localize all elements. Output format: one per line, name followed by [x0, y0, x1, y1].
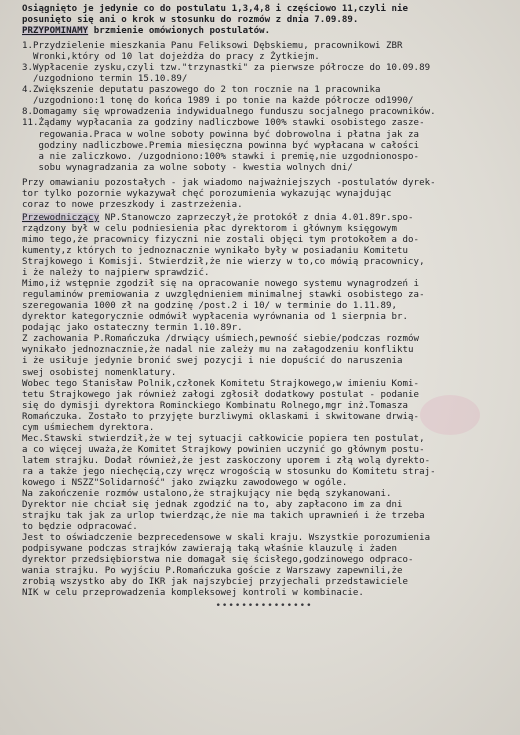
body-line: wania strajku. Po wyjściu P.Romańczuka goście z Warszawy zapewnili,że	[22, 566, 403, 577]
paper-stain	[420, 395, 480, 435]
body-line-first-rest: NP.Stanowczo zaprzeczył,że protokół z dnia 4.01.89r.spo-	[99, 212, 414, 223]
body-line: coraz to nowe przeszkody i zastrzeżenia.	[22, 199, 243, 210]
postulates-list	[22, 41, 506, 174]
paragraph-director-stance	[22, 178, 506, 211]
body-line: i że należy to najpierw sprawdzić.	[22, 268, 210, 279]
body-line: mimo tego,że pracownicy fizyczni nie zostali objęci tym protokołem a do-	[22, 234, 420, 245]
body-line: NIK w celu przeprowadzenia kompleksowej kontroli w kombinacie.	[22, 588, 364, 599]
heading-block	[22, 4, 506, 37]
body-line: to będzie odpracować.	[22, 522, 138, 533]
body-line-first	[22, 213, 506, 224]
postulate-line: 4.Zwiększenie deputatu paszowego do 2 ton rocznie na 1 pracownika	[22, 85, 381, 96]
body-line: latem strajku. Dodał również,że jest zaskoczony uporem i złą wolą dyrekto-	[22, 455, 431, 466]
body-line: podpisywane podczas strajków zawierają taką właśnie klauzulę i żaden	[22, 544, 398, 555]
body-line: i że usiłuje jedynie bronić swej pozycji i nie dopuścić do naruszenia	[22, 356, 403, 367]
postulate-line: godziny nadliczbowe.Premia miesięczna powinna być wypłacana w całości	[22, 140, 420, 151]
body-line: regulaminów premiowania z uwzględnieniem minimalnej stawki osobistego za-	[22, 290, 425, 301]
postulate-line: regowania.Praca w wolne soboty powinna być dobrowolna i płatna jak za	[22, 129, 420, 140]
body-line: a co więcej uważa,że Komitet Strajkowy powinien uczynić go głównym postu-	[22, 444, 425, 455]
body-line: Na zakończenie rozmów ustalono,że strajkujący nie będą szykanowani.	[22, 489, 392, 500]
body-line: dyrektor kategorycznie odmówił wypłacenia wyrównania od 1 sierpnia br.	[22, 312, 409, 323]
head-line-2: posunięto się ani o krok w stosunku do rozmów z dnia 7.09.89.	[22, 15, 359, 26]
body-line: swej osobistej nomenklatury.	[22, 367, 177, 378]
body-line: Z zachowania P.Romańczuka /drwiący uśmiech,pewność siebie/podczas rozmów	[22, 334, 420, 345]
head-line-1: Osiągnięto je jedynie co do postulatu 1,3,4,8 i częściowo 11,czyli nie	[22, 4, 409, 14]
body-line: Mec.Stawski stwierdził,że w tej sytuacji całkowicie popiera ten postulat,	[22, 433, 425, 444]
body-line: zrobią wszystko aby do IKR jak najszybciej przyjechali przedstawiciele	[22, 577, 409, 588]
body-line: tetu Strajkowego jak również załogi zgłosił dodatkowy postulat - podanie	[22, 389, 420, 400]
postulate-line: /uzgodniono termin 15.10.89/	[22, 74, 188, 85]
postulate-line: sobu wynagradzania za wolne soboty - kwestia wolnych dni/	[22, 162, 353, 173]
body-line: kowego i NSZZ"Solidarność" jako związku zawodowego w ogóle.	[22, 477, 348, 488]
body-line: cym uśmiechem dyrektora.	[22, 422, 155, 433]
body-line: szeregowania 1000 zł na godzinę /post.2 i 10/ w terminie do 1.11.89,	[22, 301, 398, 312]
body-line: kumenty,z których to jednoznacznie wynikało były w posiadaniu Komitetu	[22, 245, 409, 256]
postulate-line: 1.Przydzielenie mieszkania Panu Feliksowi Dębskiemu, pracownikowi ZBR	[22, 41, 403, 52]
body-line: dyrektor przedsiębiorstwa nie domagał się ścisłego,godzinowego odpraco-	[22, 555, 414, 566]
body-line: tor tylko pozornie wykazywał chęć porozumienia wykazując wynajdując	[22, 188, 392, 199]
body-line: Dyrektor nie chciał się jednak zgodzić na to, aby zapłacono im za dni	[22, 500, 403, 511]
remind-rest: brzmienie omówionych postulatów.	[88, 26, 271, 37]
body-line: Strajkowego i Komisji. Stwierdził,że nie wierzy w to,co mówią pracownicy,	[22, 257, 425, 268]
body-line: rządzony był w celu podniesienia płac dyrektorom i głównym księgowym	[22, 223, 398, 234]
postulate-line: 3.Wypłacenie zysku,czyli tzw."trzynastki" za pierwsze półrocze do 10.09.89	[22, 63, 431, 74]
closing-dot-rule: •••••••••••••••	[215, 601, 313, 612]
body-line: Wobec tego Stanisław Polnik,członek Komitetu Strajkowego,w imieniu Komi-	[22, 378, 420, 389]
body-line: Mimo,iż wstępnie zgodził się na opracowanie nowego systemu wynagrodzeń i	[22, 279, 420, 290]
remind-label: PRZYPOMINAMY	[22, 26, 89, 37]
postulate-line: a nie zaliczkowo. /uzgodniono:100% stawki i premię,nie uzgodnionospo-	[22, 151, 420, 162]
postulate-line: 11.Żądamy wypłacania za godziny nadliczbowe 100% stawki osobistego zasze-	[22, 118, 425, 129]
body-line: ra a także jego niechęcią,czy wręcz wrogością w stosunku do Komitetu straj-	[22, 466, 436, 477]
body-line: Przy omawianiu pozostałych - jak wiadomo najważniejszych -postulatów dyrek-	[22, 177, 436, 188]
body-line: podając jako ostateczny termin 1.10.89r.	[22, 323, 243, 334]
postulate-line: 8.Domagamy się wprowadzenia indywidualnego funduszu socjalnego pracowników.	[22, 107, 436, 118]
remind-line	[22, 26, 506, 37]
body-line: strajku tak jak za urlop twierdząc,że nie ma takich uprawnień i że trzeba	[22, 511, 425, 522]
struck-word: Przewodniczący	[22, 212, 100, 223]
body-line: wynikało jednoznacznie,że nadal nie zależy mu na załagodzeniu konfliktu	[22, 345, 414, 356]
postulate-line: /uzgodniono:1 tonę do końca 1989 i po tonie na każde półrocze od1990/	[22, 96, 414, 107]
body-line: Romańczuka. Zostało to przyjęte burzliwymi oklaskami i skwitowane drwią-	[22, 411, 420, 422]
body-line: się do dymisji dyrektora Rominckiego Kombinatu Rolnego,mgr inż.Tomasza	[22, 400, 409, 411]
body-line: Jest to oświadczenie bezprecedensowe w skali kraju. Wszystkie porozumienia	[22, 533, 431, 544]
postulate-line: Wronki,który od 10 lat dojeżdża do pracy z Żytkiejm.	[22, 52, 320, 63]
